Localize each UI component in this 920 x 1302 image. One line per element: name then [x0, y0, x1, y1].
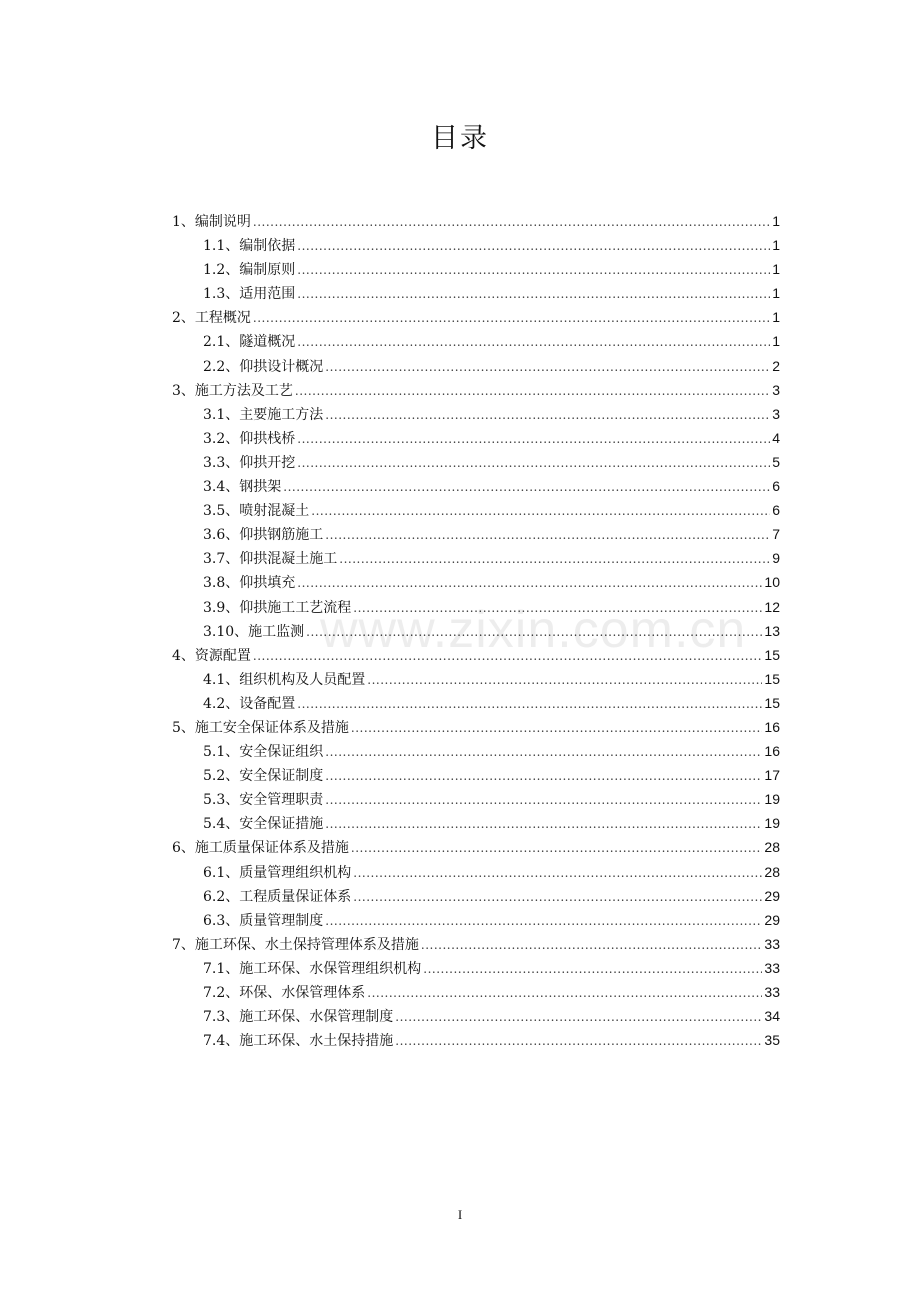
- dot-leader: [325, 812, 762, 836]
- toc-entry-label: 3.2、仰拱栈桥: [203, 430, 296, 447]
- toc-entry-label: 5.2、安全保证制度: [203, 768, 324, 785]
- dot-leader: [297, 571, 762, 595]
- toc-entry-page: 15: [764, 670, 780, 687]
- toc-entry-page: 29: [764, 887, 780, 904]
- toc-entry-section[interactable]: [0, 281, 920, 305]
- toc-entry-page: 35: [764, 1032, 780, 1049]
- toc-entry-section[interactable]: [0, 980, 920, 1004]
- dot-leader: [325, 788, 762, 812]
- toc-entry-page: 28: [764, 863, 780, 880]
- dot-leader: [353, 861, 762, 885]
- toc-entry-page: 12: [764, 598, 780, 615]
- toc-entry-page: 5: [772, 453, 780, 470]
- toc-entry-page: 1: [772, 333, 780, 350]
- toc-entry-label: 3.6、仰拱钢筋施工: [203, 527, 324, 544]
- toc-entry-page: 3: [772, 381, 780, 398]
- toc-entry-section[interactable]: [0, 908, 920, 932]
- watermark-text: www.zixin.com.cn: [320, 601, 747, 659]
- toc-entry-page: 1: [772, 285, 780, 302]
- toc-entry-label: 1.1、编制依据: [203, 238, 296, 255]
- toc-entry-page: 33: [764, 984, 780, 1000]
- toc-entry-label: 7.1、施工环保、水保管理组织机构: [203, 960, 422, 977]
- toc-entry-label: 3.1、主要施工方法: [203, 406, 324, 423]
- dot-leader: [306, 620, 762, 644]
- toc-entry-page: 16: [764, 743, 780, 760]
- toc-entry-section[interactable]: [0, 402, 920, 426]
- toc-entry-label: 5、施工安全保证体系及措施: [172, 719, 349, 736]
- dot-leader: [297, 692, 762, 716]
- dot-leader: [367, 668, 762, 692]
- toc-entry-page: 1: [772, 213, 780, 229]
- toc-entry-label: 7、施工环保、水土保持管理体系及措施: [172, 936, 419, 953]
- toc-entry-label: 2.1、隧道概况: [203, 334, 296, 351]
- toc-entry-section[interactable]: [0, 884, 920, 908]
- dot-leader: [297, 330, 770, 354]
- dot-leader: [339, 547, 770, 571]
- toc-entry-label: 3.7、仰拱混凝土施工: [203, 551, 338, 568]
- dot-leader: [297, 282, 770, 306]
- toc-entry-label: 6.1、质量管理组织机构: [203, 864, 352, 881]
- toc-entry-page: 4: [772, 429, 780, 446]
- toc-entry-section[interactable]: [0, 667, 920, 691]
- dot-leader: [351, 836, 763, 860]
- dot-leader: [297, 451, 770, 475]
- toc-entry-page: 33: [764, 935, 780, 952]
- toc-entry-section[interactable]: [0, 811, 920, 835]
- toc-entry-section[interactable]: [0, 329, 920, 353]
- toc-entry-label: 3.3、仰拱开挖: [203, 454, 296, 471]
- toc-entry-section[interactable]: [0, 474, 920, 498]
- toc-entry-section[interactable]: [0, 233, 920, 257]
- toc-entry-section[interactable]: [0, 1028, 920, 1052]
- dot-leader: [395, 1029, 762, 1053]
- toc-entry-page: 7: [772, 526, 780, 543]
- toc-entry-section[interactable]: [0, 595, 920, 619]
- toc-entry-chapter[interactable]: [0, 378, 920, 402]
- toc-entry-chapter[interactable]: [0, 305, 920, 329]
- toc-entry-page: 3: [772, 405, 780, 422]
- toc-entry-section[interactable]: [0, 787, 920, 811]
- toc-entry-label: 4.1、组织机构及人员配置: [203, 671, 366, 688]
- toc-entry-section[interactable]: [0, 763, 920, 787]
- toc-entry-label: 5.4、安全保证措施: [203, 816, 324, 833]
- toc-entry-section[interactable]: [0, 546, 920, 570]
- toc-entry-chapter[interactable]: [0, 932, 920, 956]
- dot-leader: [325, 740, 762, 764]
- toc-entry-label: 6.2、工程质量保证体系: [203, 888, 352, 905]
- toc-entry-chapter[interactable]: [0, 643, 920, 667]
- dot-leader: [351, 716, 763, 740]
- toc-entry-page: 2: [772, 357, 780, 374]
- toc-entry-page: 15: [764, 646, 780, 663]
- dot-leader: [297, 234, 770, 258]
- toc-entry-page: 33: [764, 959, 780, 976]
- toc-entry-label: 1.3、适用范围: [203, 286, 296, 303]
- toc-entry-section[interactable]: [0, 426, 920, 450]
- dot-leader: [325, 909, 762, 933]
- toc-entry-section[interactable]: [0, 739, 920, 763]
- dot-leader: [253, 306, 770, 330]
- toc-entry-label: 4.2、设备配置: [203, 695, 296, 712]
- toc-entry-page: 1: [772, 237, 780, 254]
- toc-entry-page: 10: [764, 574, 780, 591]
- page-number: I: [457, 1207, 463, 1222]
- toc-entry-section[interactable]: [0, 354, 920, 378]
- toc-entry-label: 2、工程概况: [172, 310, 251, 327]
- toc-entry-label: 7.2、环保、水保管理体系: [203, 985, 366, 1001]
- toc-entry-label: 3.8、仰拱填充: [203, 575, 296, 592]
- toc-entry-page: 19: [764, 791, 780, 808]
- toc-entry-section[interactable]: [0, 691, 920, 715]
- dot-leader: [367, 981, 762, 1005]
- dot-leader: [325, 355, 770, 379]
- dot-leader: [311, 499, 770, 523]
- toc-entry-page: 17: [764, 767, 780, 784]
- toc-entry-label: 3.9、仰拱施工工艺流程: [203, 599, 352, 616]
- toc-entry-label: 3、施工方法及工艺: [172, 382, 293, 399]
- toc-entry-label: 1.2、编制原则: [203, 262, 296, 279]
- toc-entry-page: 34: [764, 1008, 780, 1025]
- dot-leader: [325, 523, 770, 547]
- toc-entry-page: 28: [764, 839, 780, 856]
- dot-leader: [297, 427, 770, 451]
- toc-entry-page: 6: [772, 502, 780, 519]
- dot-leader: [297, 258, 770, 282]
- toc-entry-label: 3.4、钢拱架: [203, 479, 282, 496]
- toc-entry-label: 6.3、质量管理制度: [203, 912, 324, 929]
- toc-entry-page: 1: [772, 309, 780, 326]
- toc-entry-label: 7.3、施工环保、水保管理制度: [203, 1009, 394, 1026]
- toc-entry-section[interactable]: [0, 522, 920, 546]
- dot-leader: [325, 403, 770, 427]
- dot-leader: [325, 764, 762, 788]
- toc-entry-page: 16: [764, 718, 780, 735]
- dot-leader: [353, 596, 762, 620]
- dot-leader: [295, 379, 770, 403]
- toc-entry-page: 6: [772, 478, 780, 495]
- toc-entry-section[interactable]: [0, 619, 920, 643]
- toc-entry-label: 6、施工质量保证体系及措施: [172, 840, 349, 857]
- toc-entry-chapter[interactable]: [0, 835, 920, 859]
- toc-entry-page: 29: [764, 911, 780, 928]
- toc-entry-chapter[interactable]: [0, 715, 920, 739]
- toc-entry-section[interactable]: [0, 257, 920, 281]
- toc-entry-section[interactable]: [0, 956, 920, 980]
- dot-leader: [395, 1005, 762, 1029]
- toc-entry-page: 9: [772, 550, 780, 567]
- toc-entry-section[interactable]: [0, 860, 920, 884]
- toc-entry-label: 7.4、施工环保、水土保持措施: [203, 1033, 394, 1050]
- toc-entry-section[interactable]: [0, 498, 920, 522]
- toc-entry-label: 3.5、喷射混凝土: [203, 503, 310, 520]
- toc-entry-label: 3.10、施工监测: [203, 623, 305, 640]
- dot-leader: [253, 210, 770, 234]
- toc-entry-page: 13: [764, 622, 780, 639]
- dot-leader: [253, 644, 763, 668]
- toc-entry-label: 5.1、安全保证组织: [203, 744, 324, 761]
- table-of-contents: [0, 209, 920, 1052]
- dot-leader: [421, 933, 763, 957]
- toc-entry-section[interactable]: [0, 570, 920, 594]
- dot-leader: [353, 885, 762, 909]
- toc-entry-page: 1: [772, 261, 780, 278]
- toc-entry-label: 1、编制说明: [172, 214, 251, 230]
- toc-entry-section[interactable]: [0, 1004, 920, 1028]
- dot-leader: [283, 475, 770, 499]
- toc-entry-label: 5.3、安全管理职责: [203, 792, 324, 809]
- toc-entry-page: 15: [764, 694, 780, 711]
- page-title: 目录: [431, 123, 489, 154]
- toc-entry-section[interactable]: [0, 450, 920, 474]
- toc-entry-chapter[interactable]: [0, 209, 920, 233]
- toc-entry-page: 19: [764, 815, 780, 832]
- dot-leader: [423, 957, 762, 981]
- toc-entry-label: 2.2、仰拱设计概况: [203, 358, 324, 375]
- toc-entry-label: 4、资源配置: [172, 647, 251, 664]
